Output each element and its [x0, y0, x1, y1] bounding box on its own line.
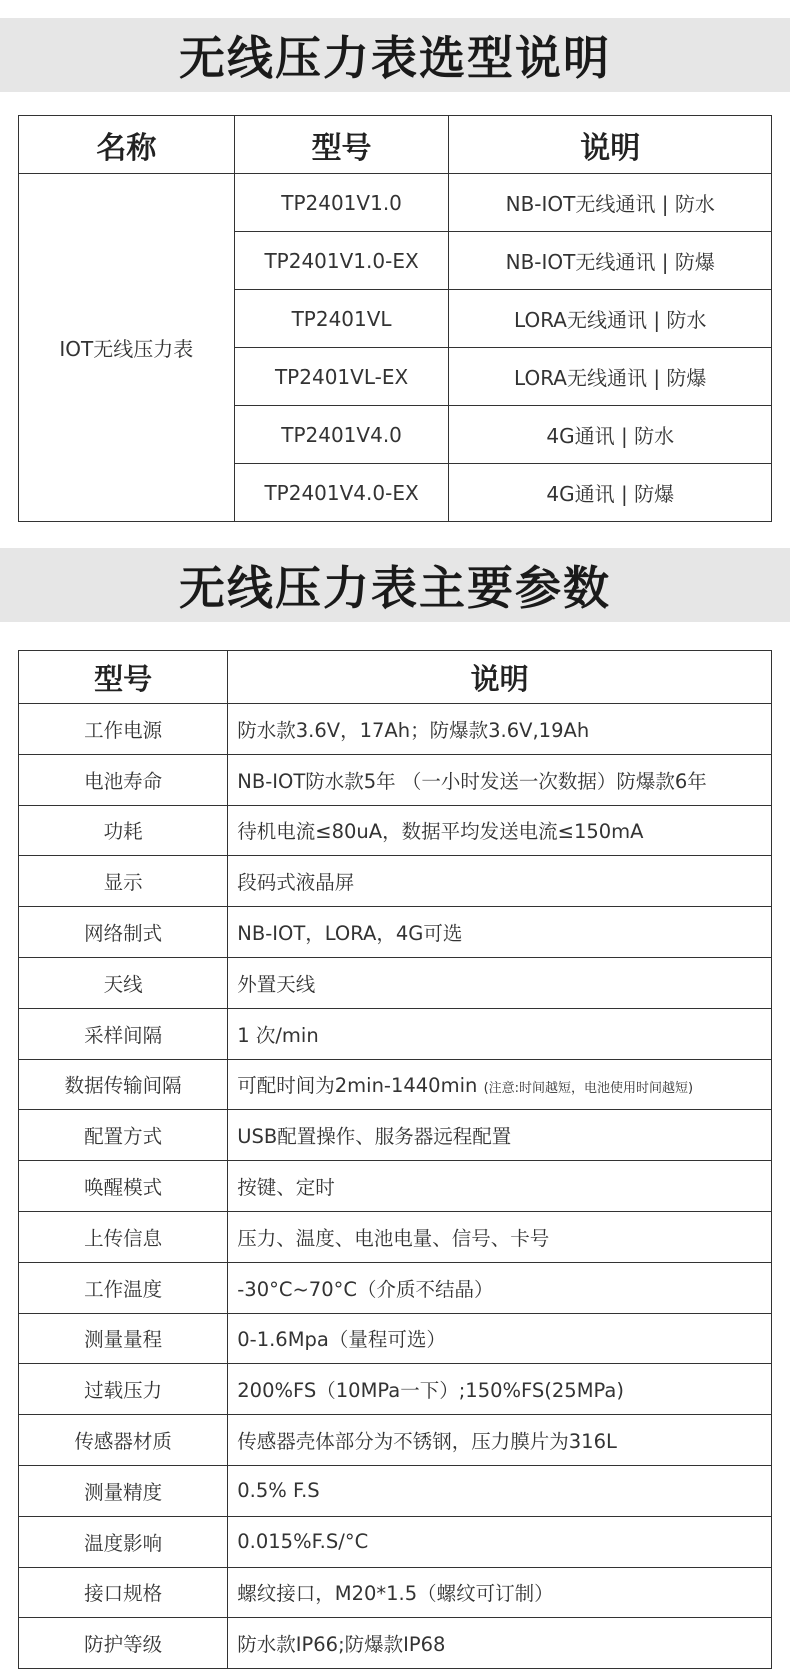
param-key: 工作温度 — [19, 1262, 228, 1313]
param-key: 防护等级 — [19, 1618, 228, 1669]
table-row — [19, 1008, 772, 1059]
param-value: 1 次/min — [228, 1008, 772, 1059]
header-name: 名称 — [19, 116, 235, 174]
param-value: 外置天线 — [228, 957, 772, 1008]
param-key: 数据传输间隔 — [19, 1059, 228, 1110]
model-cell: TP2401V4.0-EX — [234, 464, 449, 522]
table-row — [19, 805, 772, 856]
param-value: -30°C~70°C（介质不结晶） — [228, 1262, 772, 1313]
description-cell: LORA无线通讯 | 防水 — [449, 290, 772, 348]
table-row — [19, 704, 772, 755]
param-key: 工作电源 — [19, 704, 228, 755]
table-header-row — [19, 651, 772, 704]
table-row — [19, 1516, 772, 1567]
param-key: 天线 — [19, 957, 228, 1008]
selection-guide-title: 无线压力表选型说明 — [0, 18, 790, 92]
table-row — [19, 1465, 772, 1516]
param-key: 功耗 — [19, 805, 228, 856]
param-value: NB-IOT，LORA，4G可选 — [228, 907, 772, 958]
table-row — [19, 1415, 772, 1466]
table-row — [19, 1618, 772, 1669]
header-model: 型号 — [19, 651, 228, 704]
param-key: 过载压力 — [19, 1364, 228, 1415]
param-value: 段码式液晶屏 — [228, 856, 772, 907]
param-value: 0.015%F.S/°C — [228, 1516, 772, 1567]
table-row — [19, 1059, 772, 1110]
param-value: 可配时间为2min-1440min — [237, 1074, 478, 1098]
table-row — [19, 1161, 772, 1212]
param-key: 网络制式 — [19, 907, 228, 958]
param-value: 压力、温度、电池电量、信号、卡号 — [228, 1211, 772, 1262]
param-key: 测量精度 — [19, 1465, 228, 1516]
param-key: 传感器材质 — [19, 1415, 228, 1466]
header-description: 说明 — [228, 651, 772, 704]
param-value: NB-IOT防水款5年 （一小时发送一次数据）防爆款6年 — [228, 754, 772, 805]
description-cell: 4G通讯 | 防爆 — [449, 464, 772, 522]
param-key: 上传信息 — [19, 1211, 228, 1262]
model-selection-table — [18, 115, 772, 522]
main-parameters-title: 无线压力表主要参数 — [0, 548, 790, 622]
table-header-row — [19, 116, 772, 174]
model-cell: TP2401V4.0 — [234, 406, 449, 464]
table-row — [19, 754, 772, 805]
model-cell: TP2401V1.0-EX — [234, 232, 449, 290]
param-note: (注意:时间越短，电池使用时间越短) — [483, 1081, 694, 1097]
param-value: 0-1.6Mpa（量程可选） — [228, 1313, 772, 1364]
param-value: 传感器壳体部分为不锈钢，压力膜片为316L — [228, 1415, 772, 1466]
param-value: 0.5% F.S — [228, 1465, 772, 1516]
param-key: 显示 — [19, 856, 228, 907]
table-row — [19, 1567, 772, 1618]
header-description: 说明 — [449, 116, 772, 174]
param-value: 200%FS（10MPa一下）;150%FS(25MPa) — [228, 1364, 772, 1415]
table-row — [19, 1211, 772, 1262]
model-cell: TP2401VL-EX — [234, 348, 449, 406]
param-key: 采样间隔 — [19, 1008, 228, 1059]
table-row — [19, 957, 772, 1008]
product-name-cell: IOT无线压力表 — [19, 174, 235, 522]
table-row — [19, 1364, 772, 1415]
param-value: 螺纹接口，M20*1.5（螺纹可订制） — [228, 1567, 772, 1618]
description-cell: NB-IOT无线通讯 | 防爆 — [449, 232, 772, 290]
model-cell: TP2401V1.0 — [234, 174, 449, 232]
table-row — [19, 1313, 772, 1364]
param-value: 防水款3.6V，17Ah；防爆款3.6V,19Ah — [228, 704, 772, 755]
param-key: 唤醒模式 — [19, 1161, 228, 1212]
param-value: USB配置操作、服务器远程配置 — [228, 1110, 772, 1161]
description-cell: 4G通讯 | 防水 — [449, 406, 772, 464]
table-row — [19, 1110, 772, 1161]
parameters-table — [18, 650, 772, 1669]
table-row — [19, 856, 772, 907]
header-model: 型号 — [234, 116, 449, 174]
param-key: 测量量程 — [19, 1313, 228, 1364]
description-cell: NB-IOT无线通讯 | 防水 — [449, 174, 772, 232]
param-value-with-note — [228, 1059, 772, 1110]
param-value: 待机电流≤80uA，数据平均发送电流≤150mA — [228, 805, 772, 856]
param-value: 防水款IP66;防爆款IP68 — [228, 1618, 772, 1669]
param-key: 温度影响 — [19, 1516, 228, 1567]
table-row — [19, 174, 772, 232]
param-value: 按键、定时 — [228, 1161, 772, 1212]
param-key: 接口规格 — [19, 1567, 228, 1618]
description-cell: LORA无线通讯 | 防爆 — [449, 348, 772, 406]
table-row — [19, 1262, 772, 1313]
param-key: 电池寿命 — [19, 754, 228, 805]
table-row — [19, 907, 772, 958]
model-cell: TP2401VL — [234, 290, 449, 348]
param-key: 配置方式 — [19, 1110, 228, 1161]
